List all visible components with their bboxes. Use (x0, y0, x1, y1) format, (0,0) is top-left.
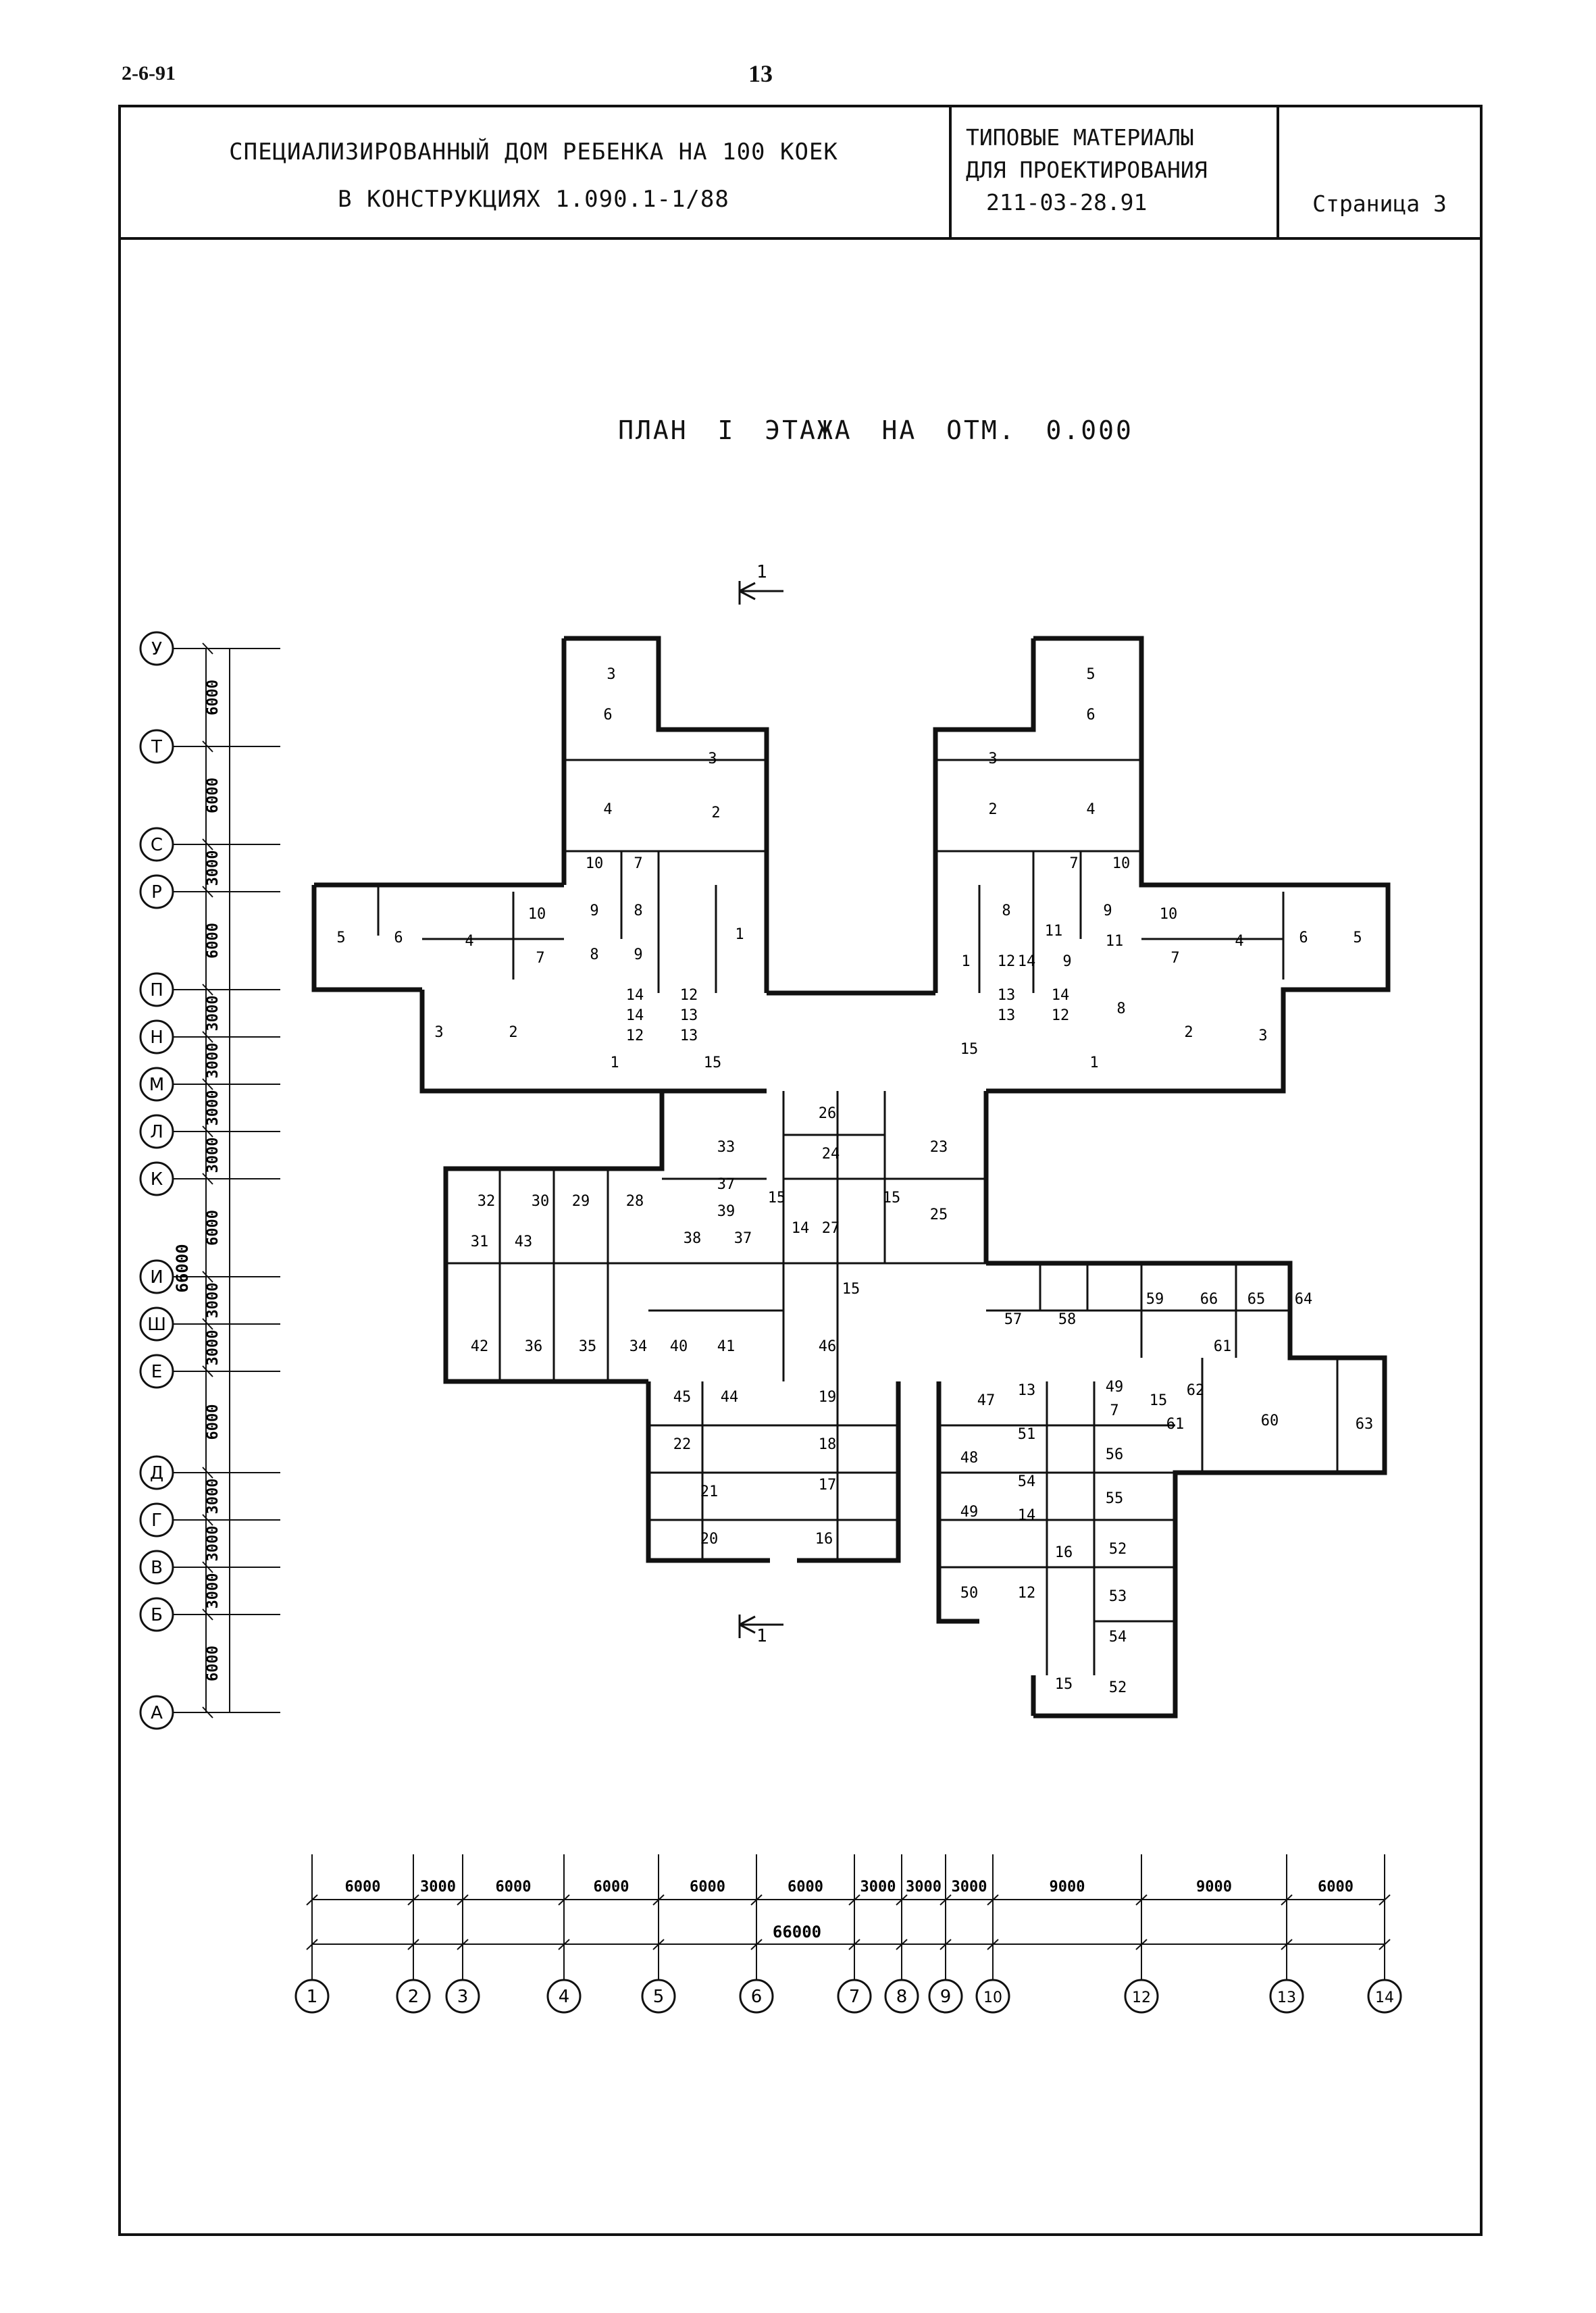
axis-label: 5 (652, 1987, 665, 2007)
room-number: 6 (603, 707, 613, 723)
room-number: 13 (997, 987, 1016, 1004)
room-number: 7 (536, 950, 545, 967)
axis-dimension: 3000 (205, 1042, 222, 1079)
room-number: 10 (1159, 906, 1178, 923)
axis-label: 9 (939, 1987, 952, 2007)
room-number: 62 (1186, 1382, 1205, 1399)
room-number: 1 (1089, 1054, 1099, 1071)
axis-label: Г (151, 1510, 162, 1531)
axis-dimension: 3000 (860, 1879, 896, 1896)
axis-label: Т (151, 737, 162, 757)
room-number: 5 (1353, 930, 1362, 946)
room-number: 24 (821, 1146, 840, 1163)
axis-dimension: 3000 (205, 995, 222, 1032)
room-number: 12 (625, 1027, 644, 1044)
room-number: 18 (818, 1436, 837, 1453)
axis-dimension: 6000 (205, 778, 222, 813)
axis-dimension: 3000 (205, 1525, 222, 1562)
room-number: 49 (960, 1504, 979, 1521)
room-number: 45 (673, 1389, 692, 1406)
sheet-page-label: Страница 3 (1312, 190, 1447, 217)
room-number: 52 (1108, 1679, 1127, 1696)
interior-wall (783, 1091, 986, 1381)
room-number: 64 (1294, 1291, 1313, 1308)
room-number: 32 (477, 1193, 496, 1210)
room-number: 11 (1044, 923, 1063, 940)
room-number: 9 (1103, 903, 1112, 919)
room-number: 2 (988, 801, 998, 818)
room-number: 25 (929, 1206, 948, 1223)
room-number: 27 (821, 1220, 840, 1237)
room-number: 37 (733, 1230, 752, 1247)
axis-grid (140, 632, 1401, 2012)
axis-dimension: 3000 (205, 850, 222, 886)
axis-dimension: 3000 (205, 1282, 222, 1319)
axis-dimension: 3000 (205, 1137, 222, 1173)
room-number: 9 (634, 946, 643, 963)
document-code: 2-6-91 (122, 62, 176, 84)
axis-label: 10 (983, 1989, 1002, 2006)
room-number: 47 (977, 1392, 996, 1409)
room-number: 4 (465, 933, 474, 950)
axis-dimension: 6000 (205, 1646, 222, 1681)
axis-dimension: 6000 (495, 1879, 532, 1896)
room-number: 12 (997, 953, 1016, 970)
room-number: 30 (531, 1193, 550, 1210)
axis-label: Д (149, 1463, 164, 1483)
room-number: 51 (1017, 1426, 1036, 1443)
axis-label: Б (151, 1605, 163, 1625)
axis-dimension: 6000 (205, 923, 222, 959)
section-arrow (740, 583, 783, 599)
axis-label: 1 (306, 1987, 318, 2007)
room-number: 11 (1105, 933, 1124, 950)
interior-wall (1141, 892, 1283, 980)
axis-label: В (151, 1558, 163, 1578)
axis-total-dimension: 66000 (772, 1923, 822, 1941)
wall-outline (422, 990, 767, 1091)
room-number: 38 (683, 1230, 702, 1247)
plan-title: ПЛАН I ЭТАЖА НА ОТМ. 0.000 (618, 415, 1133, 445)
wall-outline (935, 638, 1033, 993)
axis-label: 13 (1277, 1989, 1296, 2006)
room-number: 21 (700, 1483, 719, 1500)
project-title-line: СПЕЦИАЛИЗИРОВАННЫЙ ДОМ РЕБЕНКА НА 100 КОЕК (229, 138, 838, 166)
room-number: 13 (997, 1007, 1016, 1024)
axis-label: Р (151, 882, 162, 903)
room-number: 1 (610, 1054, 619, 1071)
room-number: 15 (1054, 1676, 1073, 1693)
room-number: 12 (1017, 1585, 1036, 1602)
axis-label: У (151, 639, 162, 659)
axis-dimension: 6000 (344, 1879, 381, 1896)
room-number: 52 (1108, 1541, 1127, 1558)
room-number: 3 (708, 751, 717, 767)
axis-dimension: 9000 (1196, 1879, 1232, 1896)
axis-label: Ш (147, 1315, 166, 1335)
wall-outline (986, 638, 1388, 1091)
room-number: 13 (1017, 1382, 1036, 1399)
room-number: 14 (1017, 1507, 1036, 1524)
room-number: 57 (1004, 1311, 1023, 1328)
room-number: 20 (700, 1531, 719, 1548)
interior-wall (986, 1263, 1290, 1358)
axis-label: 7 (848, 1987, 860, 2007)
room-number: 4 (603, 801, 613, 818)
interior-wall (446, 1179, 986, 1263)
room-number: 7 (634, 855, 643, 872)
room-number: 14 (625, 1007, 644, 1024)
room-number: 14 (791, 1220, 810, 1237)
room-number: 59 (1145, 1291, 1164, 1308)
room-number: 4 (1235, 933, 1244, 950)
room-number: 7 (1069, 855, 1079, 872)
room-number: 15 (767, 1190, 786, 1206)
room-number: 15 (882, 1190, 901, 1206)
room-number: 13 (679, 1007, 698, 1024)
room-number: 8 (1116, 1000, 1126, 1017)
room-number: 9 (1062, 953, 1072, 970)
room-number: 53 (1108, 1588, 1127, 1605)
axis-label: 3 (457, 1987, 469, 2007)
wall-outline (797, 1381, 898, 1560)
room-number: 56 (1105, 1446, 1124, 1463)
room-number: 29 (571, 1193, 590, 1210)
room-number: 48 (960, 1450, 979, 1467)
room-number: 14 (1017, 953, 1036, 970)
room-number: 65 (1247, 1291, 1266, 1308)
room-number: 3 (607, 666, 616, 683)
room-number: 10 (585, 855, 604, 872)
room-number: 6 (1299, 930, 1308, 946)
room-number: 12 (1051, 1007, 1070, 1024)
room-number: 1 (735, 926, 744, 943)
room-number: 8 (1002, 903, 1011, 919)
section-mark-label: 1 (756, 562, 767, 582)
room-number: 5 (336, 930, 346, 946)
room-number: 14 (625, 987, 644, 1004)
axis-label: И (150, 1267, 163, 1288)
wall-outline (314, 885, 422, 990)
axis-dimension: 3000 (951, 1879, 987, 1896)
axis-dimension: 3000 (205, 1090, 222, 1126)
axis-label: С (150, 835, 163, 855)
room-number: 55 (1105, 1490, 1124, 1507)
room-number: 3 (434, 1024, 444, 1041)
room-labels (336, 666, 1373, 1696)
axis-label: 12 (1132, 1989, 1151, 2006)
interior-wall (314, 885, 564, 990)
axis-total-dimension: 66000 (173, 1244, 192, 1293)
room-number: 33 (717, 1139, 736, 1156)
room-number: 60 (1260, 1413, 1279, 1429)
room-number: 8 (590, 946, 599, 963)
axis-dimension: 3000 (205, 1478, 222, 1515)
axis-label: Н (150, 1027, 163, 1048)
room-number: 14 (1051, 987, 1070, 1004)
section-marks (740, 562, 783, 1646)
room-number: 54 (1108, 1629, 1127, 1646)
room-number: 46 (818, 1338, 837, 1355)
axis-dimension: 6000 (205, 680, 222, 715)
room-number: 15 (1149, 1392, 1168, 1409)
series-line: ДЛЯ ПРОЕКТИРОВАНИЯ (966, 157, 1208, 183)
room-number: 16 (815, 1531, 833, 1548)
room-number: 50 (960, 1585, 979, 1602)
room-number: 34 (629, 1338, 648, 1355)
room-number: 10 (1112, 855, 1131, 872)
room-number: 39 (717, 1203, 736, 1220)
axis-dimension: 3000 (205, 1329, 222, 1366)
room-number: 6 (1086, 707, 1096, 723)
room-number: 31 (470, 1234, 489, 1250)
room-number: 2 (509, 1024, 518, 1041)
axis-dimension: 3000 (420, 1879, 456, 1896)
room-number: 58 (1058, 1311, 1077, 1328)
axis-dimension: 6000 (1318, 1879, 1354, 1896)
room-number: 28 (625, 1193, 644, 1210)
room-number: 61 (1213, 1338, 1232, 1355)
room-number: 37 (717, 1176, 736, 1193)
room-number: 13 (679, 1027, 698, 1044)
room-number: 40 (669, 1338, 688, 1355)
axis-label: 2 (407, 1987, 419, 2007)
room-number: 44 (720, 1389, 739, 1406)
room-number: 7 (1110, 1402, 1119, 1419)
room-number: 15 (703, 1054, 722, 1071)
room-number: 8 (634, 903, 643, 919)
axis-dimension: 6000 (205, 1404, 222, 1440)
building-walls (314, 638, 1388, 1716)
room-number: 41 (717, 1338, 736, 1355)
axis-label: 8 (896, 1987, 908, 2007)
room-number: 2 (711, 805, 721, 821)
axis-label: 4 (558, 1987, 570, 2007)
axis-dimension: 6000 (690, 1879, 725, 1896)
axis-dimension: 3000 (906, 1879, 942, 1896)
room-number: 42 (470, 1338, 489, 1355)
room-number: 63 (1355, 1416, 1374, 1433)
interior-wall (939, 1381, 1175, 1675)
room-number: 26 (818, 1105, 837, 1122)
axis-dimension: 6000 (788, 1879, 823, 1896)
axis-label: А (151, 1703, 163, 1723)
section-mark-label: 1 (756, 1626, 767, 1646)
room-number: 3 (1258, 1027, 1268, 1044)
room-number: 15 (960, 1041, 979, 1058)
axis-label: П (150, 980, 163, 1000)
room-number: 2 (1184, 1024, 1193, 1041)
axis-label: М (149, 1075, 165, 1095)
room-number: 5 (1086, 666, 1096, 683)
axis-dimension: 9000 (1049, 1879, 1085, 1896)
room-number: 16 (1054, 1544, 1073, 1561)
page-number: 13 (748, 60, 773, 87)
room-number: 10 (527, 906, 546, 923)
axis-dimension: 3000 (205, 1573, 222, 1609)
room-number: 49 (1105, 1379, 1124, 1396)
room-number: 36 (524, 1338, 543, 1355)
room-number: 66 (1200, 1291, 1218, 1308)
project-title-line: В КОНСТРУКЦИЯХ 1.090.1-1/88 (338, 186, 729, 213)
axis-dimension: 6000 (205, 1210, 222, 1246)
axis-dimension: 6000 (593, 1879, 629, 1896)
room-number: 1 (961, 953, 971, 970)
room-number: 22 (673, 1436, 692, 1453)
room-number: 4 (1086, 801, 1096, 818)
axis-label: Л (150, 1122, 163, 1142)
interior-wall (648, 1381, 898, 1560)
axis-label: К (150, 1169, 163, 1190)
series-number: 211-03-28.91 (986, 189, 1148, 215)
room-number: 9 (590, 903, 599, 919)
axis-label: 14 (1375, 1989, 1394, 2006)
room-number: 61 (1166, 1416, 1185, 1433)
series-line: ТИПОВЫЕ МАТЕРИАЛЫ (966, 124, 1194, 151)
room-number: 12 (679, 987, 698, 1004)
room-number: 23 (929, 1139, 948, 1156)
room-number: 54 (1017, 1473, 1036, 1490)
axis-label: Е (151, 1362, 163, 1382)
room-number: 6 (394, 930, 403, 946)
room-number: 17 (818, 1477, 837, 1494)
room-number: 3 (988, 751, 998, 767)
room-number: 7 (1170, 950, 1180, 967)
room-number: 35 (578, 1338, 597, 1355)
room-number: 43 (514, 1234, 533, 1250)
room-number: 19 (818, 1389, 837, 1406)
axis-label: 6 (750, 1987, 763, 2007)
room-number: 15 (842, 1281, 860, 1298)
